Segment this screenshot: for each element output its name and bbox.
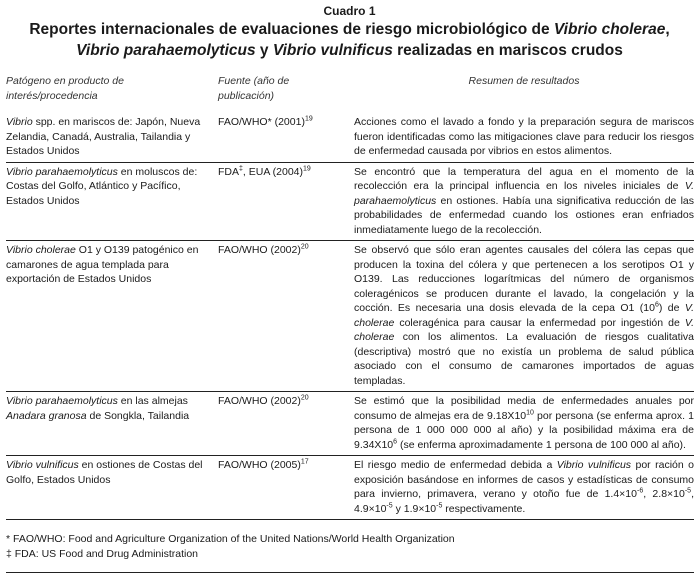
italic-text: Vibrio parahaemolyticus xyxy=(6,395,118,407)
cell-summary xyxy=(354,113,694,162)
italic-text: Vibrio cholerae xyxy=(553,21,666,38)
superscript: 20 xyxy=(300,243,309,251)
text-segment: Se estimó que la posibilidad media de enfermedades anuales por consumo de almejas era de 9.18X10 xyxy=(354,395,694,422)
superscript: 19 xyxy=(304,115,313,123)
table-row xyxy=(6,241,694,392)
table-row xyxy=(6,162,694,241)
text-segment: ) de xyxy=(658,302,685,314)
text-segment: en las almejas xyxy=(117,395,188,407)
text-segment: O1 y O139 patogénico en camarones de agua templada para exportación de Estados Unidos xyxy=(6,244,199,285)
superscript: 10 xyxy=(526,409,534,416)
cell-source xyxy=(218,162,354,241)
cell-source xyxy=(218,241,354,392)
italic-text: Vibrio parahaemolyticus xyxy=(76,42,256,59)
text-segment: por ración o exposición basándose en informes de casos y estadísticas de consumo para invierno, primavera, verano y otoño fue de 1.4×10 xyxy=(354,459,694,500)
italic-text: V. parahaemolyticus xyxy=(354,180,694,207)
cell-summary xyxy=(354,456,694,520)
cell-pathogen xyxy=(6,392,218,456)
text-segment: con los alimentos. La evaluación de riesgos cualitativa (descriptiva) mostró que no existía un problema de salud pública asociado con el consumo de camarones importados de aguas templadas. xyxy=(354,331,694,387)
superscript: ‡ xyxy=(239,165,243,172)
italic-text: Vibrio parahaemolyticus xyxy=(6,165,118,178)
cell-source xyxy=(218,456,354,520)
results-table xyxy=(6,72,694,520)
text-segment: por persona (se enferma aprox. 1 persona de 1 000 000 000 al año) y la posibilidad máxima era de 9.34X10 xyxy=(354,409,694,451)
text-segment: FAO/WHO (2002) xyxy=(218,395,301,407)
superscript: -5 xyxy=(436,502,443,509)
text-segment: Acciones como el lavado a fondo y la preparación segura de mariscos fueron identificadas como las mitigaciones clave para reducir los riesgos de enfermedad causada por vibrios en estos alimentos. xyxy=(354,116,694,157)
table-row xyxy=(6,113,694,162)
table-section xyxy=(6,72,694,573)
table-row xyxy=(6,456,694,520)
cell-summary xyxy=(354,392,694,456)
text-segment: en moluscos de: Costas del Golfo, Atlántico y Pacífico, Estados Unidos xyxy=(6,165,198,207)
italic-text: Vibrio vulnificus xyxy=(556,459,632,471)
cell-pathogen xyxy=(6,113,218,162)
header-source: Fuente (año de publicación) xyxy=(218,75,290,102)
text-segment: FAO/WHO* (2001) xyxy=(218,116,305,128)
superscript: 6 xyxy=(393,438,398,445)
superscript: 20 xyxy=(300,394,309,402)
text-segment: FDA xyxy=(218,165,239,178)
italic-text: Anadara granosa xyxy=(6,409,87,422)
table-caption: Cuadro 1 xyxy=(323,4,376,18)
header-pathogen: Patógeno en producto de interés/procedencia xyxy=(6,75,124,102)
text-segment: , EUA (2004) xyxy=(242,165,304,178)
text-segment: y 1.9×10 xyxy=(392,502,437,515)
text-segment: coleragénica para causar la enfermedad por ingestión de xyxy=(394,316,685,329)
superscript: 17 xyxy=(300,458,309,466)
text-segment: (se enferma aproximadamente 1 persona de 100 000 al año). xyxy=(397,438,686,451)
cell-pathogen xyxy=(6,241,218,392)
text-segment: , 4.9×10 xyxy=(354,488,694,515)
cell-source xyxy=(218,113,354,162)
text-segment: El riesgo medio de enfermedad debida a xyxy=(354,459,557,471)
cell-pathogen xyxy=(6,456,218,520)
italic-text: Vibrio xyxy=(6,116,33,128)
table-title xyxy=(0,19,699,61)
text-segment: Se encontró que la temperatura del agua en el momento de la recolección era la principal influencia en los niveles iniciales de xyxy=(354,165,694,192)
text-segment: Reportes internacionales de evaluaciones de riesgo microbiológico de xyxy=(29,21,554,38)
superscript: 19 xyxy=(303,165,311,172)
text-segment: realizadas en mariscos crudos xyxy=(392,42,623,59)
footnotes xyxy=(6,532,694,562)
italic-text: Vibrio cholerae xyxy=(6,244,76,256)
italic-text: Vibrio vulnificus xyxy=(6,459,79,471)
header-row xyxy=(6,72,694,113)
text-segment: FAO/WHO (2002) xyxy=(218,244,301,256)
text-segment: , xyxy=(665,21,670,38)
footnote-fao: * FAO/WHO: Food and Agriculture Organization of the United Nations/World Health Organization xyxy=(6,533,455,545)
text-segment: FAO/WHO (2005) xyxy=(218,459,301,471)
cell-summary xyxy=(354,241,694,392)
table-row xyxy=(6,392,694,456)
italic-text: Vibrio vulnificus xyxy=(272,42,393,59)
text-segment: respectivamente. xyxy=(442,502,526,515)
text-segment: spp. en mariscos de: Japón, Nueva Zelandia, Canadá, Australia, Tailandia y Estados Unidos xyxy=(6,116,201,157)
text-segment: de Songkla, Tailandia xyxy=(86,409,190,422)
text-segment: Se observó que sólo eran agentes causales del cólera las cepas que producen la toxina del cólera y que pertenecen a los serotipos O1 y O139. Las reducciones logarítmicas del número de organismos coleragénicos se producen durante el lavado, la congelación y la cocción. Es necesaria una dosis elevada de la cepa O1 (10 xyxy=(354,244,694,314)
italic-text: V. cholerae xyxy=(354,316,694,343)
superscript: -6 xyxy=(636,487,644,495)
text-segment: , 2.8×10 xyxy=(643,488,685,500)
superscript: 6 xyxy=(654,301,659,309)
text-segment: en ostiones de Costas del Golfo, Estados Unidos xyxy=(6,459,203,486)
cell-summary xyxy=(354,162,694,241)
cell-source xyxy=(218,392,354,456)
text-segment: en ostiones. Había una significativa reducción de las probabilidades de enfermedad cuando los ostiones eran enfriados inmediatamente luego de la recolección. xyxy=(354,194,694,236)
cell-pathogen xyxy=(6,162,218,241)
italic-text: V. cholerae xyxy=(354,302,694,329)
header-summary: Resumen de resultados xyxy=(468,75,580,87)
footnote-fda: ‡ FDA: US Food and Drug Administration xyxy=(6,548,199,560)
text-segment: y xyxy=(255,42,273,59)
superscript: -5 xyxy=(684,487,692,495)
superscript: -5 xyxy=(386,502,393,509)
